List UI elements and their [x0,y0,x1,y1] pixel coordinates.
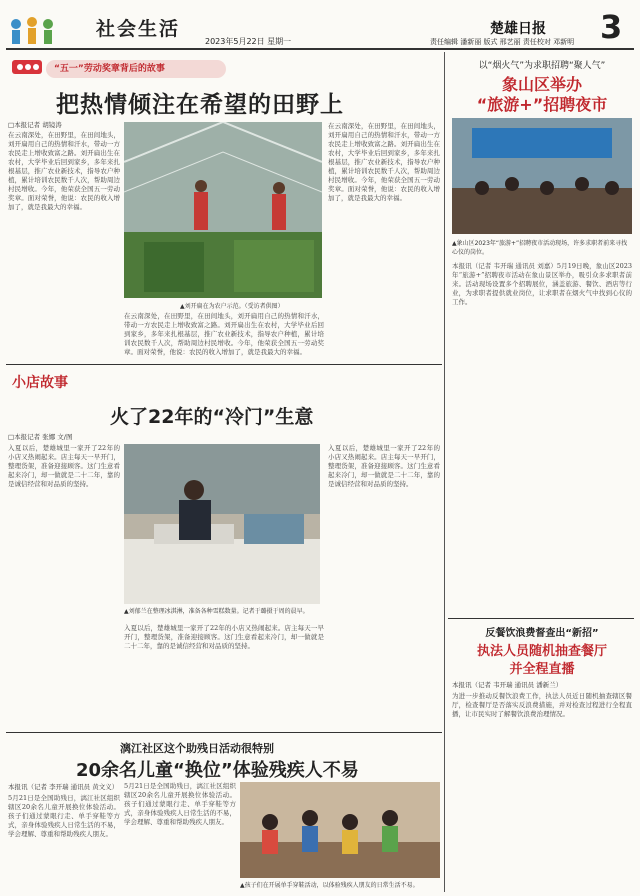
section-decoration [6,10,62,48]
column-rule [444,52,445,892]
side-bottom-headline1: 执法人员随机抽查餐厅 [476,644,607,659]
header-rule [6,48,634,50]
side-top-headline2: “旅游+”招聘夜市 [476,95,608,114]
side-top-kicker: 以“烟火气”为求职招聘“聚人气” [478,61,606,71]
story3-byline: 本报讯（记者 李开瑞 通讯员 黄文义） [8,783,119,791]
story1-caption: ▲刘开扁在为农户示范。（受访者供图） [180,303,284,310]
kicker-box [12,372,132,392]
story1-body-col3: 在云南深处，在田野里，在田间地头，刘开扁用自己的热情和汗水，带动一方农民走上增收致富之路。刘开扁出生在农村，大学毕业后回到家乡，多年来扎根基层，推广农业新技术，指导农户种植，累计培训农民数千人次，帮助周边村民增收。今年，他荣获全国五一劳动奖章。面对荣誉，他说：农民的收入增加了，就是我最大的幸福。 [328,122,440,202]
story3-caption: ▲孩子们在开展单手穿鞋活动，以体验残疾人朋友的日常生活不易。 [240,882,419,889]
side-top-caption: ▲象山区2023年“旅游+”招聘夜市活动现场，许多求职者前来寻找心仪的岗位。 [452,240,628,256]
story2-photo [124,444,320,604]
story1-body-col2: 在云南深处，在田野里，在田间地头，刘开扁用自己的热情和汗水，带动一方农民走上增收致富之路。刘开扁出生在农村，大学毕业后回到家乡，多年来扎根基层，推广农业新技术，指导农户种植，累计培训农民数千人次，帮助周边村民增收。今年，他荣获全国五一劳动奖章。面对荣誉，他说：农民的收入增加了，就是我最大的幸福。 [124,312,324,356]
story1-photo [124,122,322,298]
series-banner: “五一”劳动奖章背后的故事 [46,60,226,78]
greenhouse-image [124,122,322,298]
story2-kicker: 小店故事 [12,375,68,391]
newspaper-logo: 楚雄日报 [490,21,546,37]
issue-date: 2023年5月22日 星期一 [205,37,292,46]
side-bottom-body: 为进一步推动反餐饮浪费工作，执法人员近日随机抽查辖区餐厅，检查餐厅是否落实反浪费措施，并对检查过程进行全程直播，让市民实时了解餐饮浪费治理情况。 [452,692,632,718]
children-activity-image [240,782,440,878]
section-title: 社会生活 [96,18,181,40]
story1-headline: 把热情倾注在希望的田野上 [56,92,344,118]
story1-body-col1: 在云南深处，在田野里，在田间地头，刘开扁用自己的热情和汗水，带动一方农民走上增收致富之路。刘开扁出生在农村，大学毕业后回到家乡，多年来扎根基层，推广农业新技术，指导农户种植，累计培训农民数千人次，帮助周边村民增收。今年，他荣获全国五一劳动奖章。面对荣誉，他说：农民的收入增加了，就是我最大的幸福。 [8,131,120,211]
job-fair-image [452,118,632,234]
divider [448,618,634,619]
story3-photo [240,782,440,878]
side-bottom-byline: 本报讯（记者 韦开瑞 通讯员 潘新兰） [452,681,563,689]
side-bottom-kicker: 反餐饮浪费督查出“新招” [485,628,599,639]
story2-body-col3: 入夏以后，楚雄城里一家开了22年的小店又热闹起来。店主每天一早开门，整理货架，准备迎接顾客。这门生意看起来冷门，却一做就是二十二年，靠的是诚信经营和对品质的坚持。 [328,444,440,488]
story3-body-col2: 5月21日是全国助残日，漓江社区组织辖区20余名儿童开展换位体验活动。孩子们通过蒙眼行走、单手穿鞋等方式，亲身体验残疾人日常生活的不易，学会理解、尊重和帮助残疾人朋友。 [124,782,236,826]
page-number: 3 [600,8,623,46]
side-bottom-headline2: 并全程直播 [509,662,575,677]
story2-caption: ▲刘郁兰在整理冰淇淋，准备各种雪糕数量。记者于璐摄于周的晨早。 [124,608,309,615]
divider [6,364,442,365]
people-banner-icon [12,56,42,78]
story2-body-col1: 入夏以后，楚雄城里一家开了22年的小店又热闹起来。店主每天一早开门，整理货架，准备迎接顾客。这门生意看起来冷门，却一做就是二十二年，靠的是诚信经营和对品质的坚持。 [8,444,120,488]
story2-body-col2: 入夏以后，楚雄城里一家开了22年的小店又热闹起来。店主每天一早开门，整理货架，准备迎接顾客。这门生意看起来冷门，却一做就是二十二年，靠的是诚信经营和对品质的坚持。 [124,624,324,650]
side-top-body: 本报讯（记者 韦开瑞 通讯员 刘嘉）5月19日晚，象山区2023年“旅游+”招聘夜市活动在象山景区举办，吸引众多求职者前来。活动现场设置多个招聘展位，涵盖旅游、餐饮、酒店等行业，为求职者提供就业岗位，让求职者在烟火气中找到心仪的工作。 [452,262,632,306]
story1-byline: □本报记者 胡镜涛 [8,121,62,129]
side-top-headline1: 象山区举办 [501,75,582,94]
story2-headline: 火了22年的“冷门”生意 [110,406,314,428]
story3-kicker: 漓江社区这个助残日活动很特别 [120,742,274,755]
story3-body-col1: 5月21日是全国助残日，漓江社区组织辖区20余名儿童开展换位体验活动。孩子们通过蒙眼行走、单手穿鞋等方式，亲身体验残疾人日常生活的不易，学会理解、尊重和帮助残疾人朋友。 [8,794,120,838]
people-icon [6,10,62,48]
shop-image [124,444,320,604]
side-top-photo [452,118,632,234]
divider [6,732,442,733]
story2-byline: □本报记者 张娜 文/图 [8,433,73,441]
story3-headline: 20余名儿童“换位”体验残疾人不易 [76,760,359,781]
editor-credits: 责任编辑 潘新丽 版式 邢艺丽 责任校对 邓新明 [430,38,575,46]
